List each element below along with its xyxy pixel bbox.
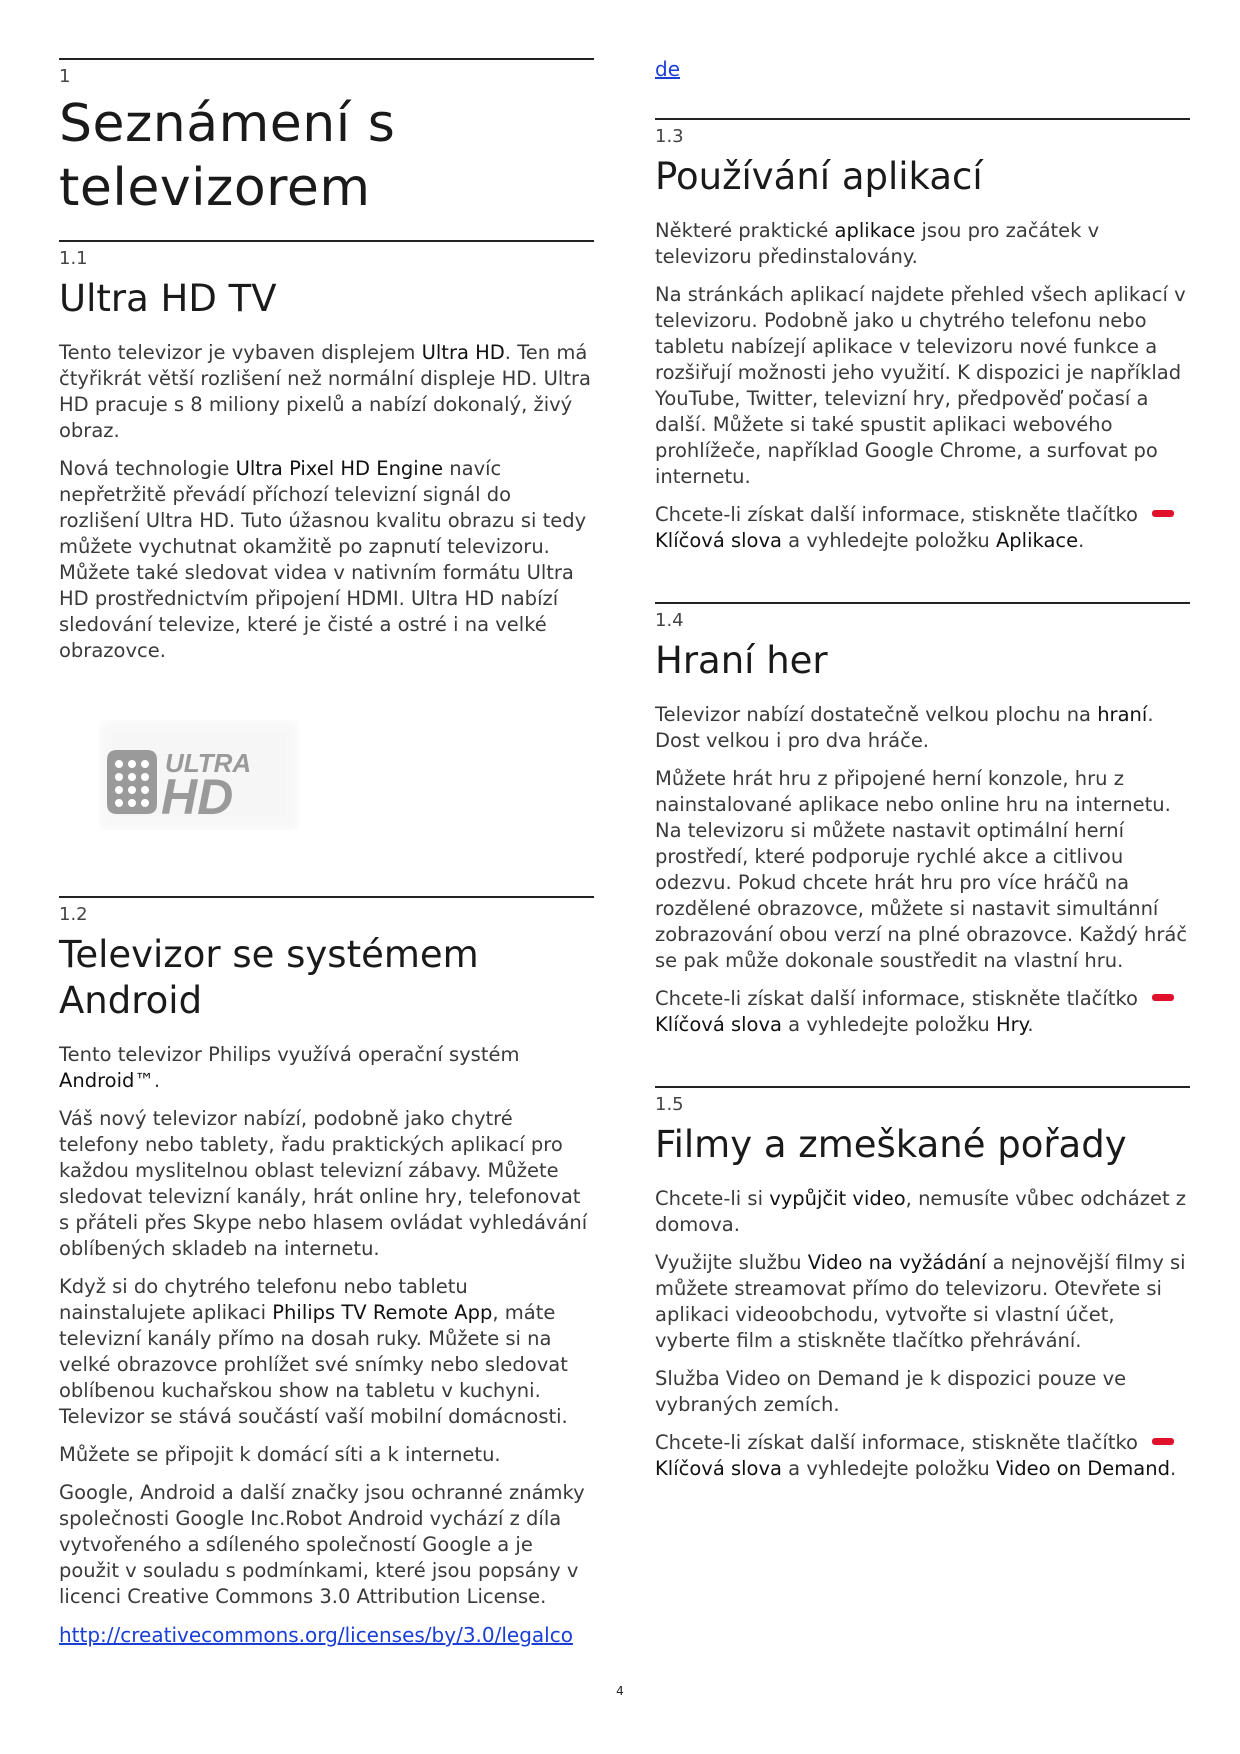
section-number: 1.5 <box>655 1094 684 1115</box>
emphasis: Video na vyžádání <box>807 1251 987 1274</box>
section-divider <box>655 1086 1190 1088</box>
section-number: 1.4 <box>655 610 684 631</box>
text: , nemusíte vůbec odcházet z domova. <box>655 1187 1187 1236</box>
text: . <box>153 1069 161 1092</box>
emphasis: aplikace <box>834 219 916 242</box>
emphasis: Android™ <box>59 1069 154 1092</box>
chapter-title-line-2: televizorem <box>59 158 371 218</box>
logo-text-top: ULTRA <box>165 748 252 778</box>
text: jsou pro začátek v televizoru předinstalovány. <box>655 219 1100 268</box>
license-link-continued[interactable]: de <box>655 57 680 81</box>
text: . <box>1078 529 1085 552</box>
key-label: Klíčová slova <box>655 1457 782 1480</box>
paragraph: Na stránkách aplikací najdete přehled všech aplikací v televizoru. Podobně jako u chytrého telefonu nebo tabletu nabízejí aplikace v televizoru nové funkce a rozšiřují možnosti jeho využití. K dispozici je například YouTube, Twitter, televizní hry, předpověď počasí a další. Můžete si také spustit aplikaci webového prohlížeče, například Google Chrome, a surfovat po internetu. <box>655 283 1186 488</box>
text: Nová technologie <box>59 457 236 480</box>
emphasis: hraní <box>1097 703 1148 726</box>
paragraph: Váš nový televizor nabízí, podobně jako chytré telefony nebo tablety, řadu praktických aplikací pro každou myslitelnou oblast televizní zábavy. Můžete sledovat televizní kanály, hrát online hry, telefonovat s přáteli přes Skype nebo hlasem ovládat vyhledávání oblíbených skladeb na internetu. <box>59 1107 588 1260</box>
text: Chcete-li získat další informace, stiskněte tlačítko <box>655 503 1138 526</box>
key-label: Klíčová slova <box>655 529 782 552</box>
text: Chcete-li získat další informace, stiskněte tlačítko <box>655 1431 1138 1454</box>
section-title: Filmy a zmeškané pořady <box>655 1123 1127 1166</box>
text: . <box>1169 1457 1177 1480</box>
section-number: 1.1 <box>59 248 88 269</box>
text: Chcete-li získat další informace, stiskněte tlačítko <box>655 987 1138 1010</box>
section-divider <box>59 240 594 242</box>
text: Tento televizor je vybaven displejem <box>59 341 422 364</box>
text: . Ten má čtyřikrát větší rozlišení než normální displeje HD. Ultra HD pracuje s 8 miliony pixelů a nabízí dokonalý, živý obraz. <box>59 341 591 442</box>
text: Využijte službu <box>655 1251 808 1274</box>
logo-text-bottom: HD <box>161 769 234 825</box>
text: Některé praktické <box>655 219 835 242</box>
section-title: Ultra HD TV <box>59 277 277 320</box>
red-key-icon <box>1152 1438 1174 1445</box>
paragraph <box>59 1274 594 1430</box>
license-link[interactable]: http://creativecommons.org/licenses/by/3.0/legalco <box>59 1623 573 1647</box>
paragraph <box>59 340 594 444</box>
paragraph <box>655 1430 1190 1482</box>
paragraph: Služba Video on Demand je k dispozici pouze ve vybraných zemích. <box>655 1367 1127 1416</box>
text: a vyhledejte položku <box>781 529 996 552</box>
text: Televizor nabízí dostatečně velkou plochu na <box>655 703 1098 726</box>
paragraph: Google, Android a další značky jsou ochranné známky společnosti Google Inc.Robot Android vychází z díla vytvořeného a sdíleného společností Google a je použit v souladu s podmínkami, které jsou popsány v licenci Creative Commons 3.0 Attribution License. <box>59 1481 585 1608</box>
emphasis: Philips TV Remote App <box>272 1301 493 1324</box>
text: a nejnovější filmy si můžete streamovat přímo do televizoru. Otevřete si aplikaci videoobchodu, vytvořte si vlastní účet, vyberte film a stiskněte tlačítko přehrávání. <box>655 1251 1186 1352</box>
emphasis: Ultra Pixel HD Engine <box>235 457 444 480</box>
section-divider <box>655 602 1190 604</box>
paragraph: Můžete se připojit k domácí síti a k internetu. <box>59 1443 501 1466</box>
section-title: Používání aplikací <box>655 155 983 198</box>
emphasis: vypůjčit video <box>769 1187 906 1210</box>
chapter-number: 1 <box>59 66 71 87</box>
text: Když si do chytrého telefonu nebo tabletu nainstalujete aplikaci <box>59 1275 468 1324</box>
paragraph <box>655 986 1190 1038</box>
paragraph <box>655 1250 1190 1354</box>
chapter-title <box>59 92 594 220</box>
paragraph <box>655 502 1190 554</box>
section-number: 1.2 <box>59 904 88 925</box>
section-title-line-2: Android <box>59 979 203 1022</box>
emphasis: Ultra HD <box>421 341 505 364</box>
section-title <box>59 932 594 1024</box>
text: Chcete-li si <box>655 1187 770 1210</box>
ultra-hd-logo <box>99 720 299 830</box>
paragraph: Můžete hrát hru z připojené herní konzole, hru z nainstalované aplikace nebo online hru na internetu. Na televizoru si můžete nastavit optimální herní prostředí, které podporuje rychlé akce a citlivou odezvu. Pokud chcete hrát hru pro více hráčů na rozdělené obrazovce, můžete si nastavit simultánní zobrazování obou verzí na plné obrazovce. Každý hráč se pak může dokonale soustředit na vlastní hru. <box>655 767 1188 972</box>
text: a vyhledejte položku <box>781 1013 996 1036</box>
red-key-icon <box>1152 510 1174 517</box>
red-key-icon <box>1152 994 1174 1001</box>
section-divider <box>59 58 594 60</box>
left-column <box>59 0 594 1648</box>
text: . Dost velkou i pro dva hráče. <box>655 703 1154 752</box>
text: navíc nepřetržitě převádí příchozí televizní signál do rozlišení Ultra HD. Tuto úžasnou kvalitu obrazu si tedy můžete vychutnat okamžitě po zapnutí televizoru. Můžete také sledovat videa v nativním formátu Ultra HD prostřednictvím připojení HDMI. Ultra HD nabízí sledování televize, které je čisté a ostré i na velké obrazovce. <box>59 457 587 662</box>
section-divider <box>59 896 594 898</box>
paragraph <box>59 456 594 664</box>
emphasis: Hry <box>995 1013 1028 1036</box>
text: , máte televizní kanály přímo na dosah ruky. Můžete si na velké obrazovce prohlížet své snímky nebo sledovat oblíbenou kuchařskou show na tabletu v kuchyni. Televizor se stává součástí vaší mobilní domácnosti. <box>59 1301 568 1428</box>
chapter-title-line-1: Seznámení s <box>59 94 396 154</box>
paragraph <box>655 218 1190 270</box>
paragraph <box>655 702 1190 754</box>
text: . <box>1027 1013 1034 1036</box>
text: Tento televizor Philips využívá operační systém <box>59 1043 520 1066</box>
page-number: 4 <box>616 1684 624 1698</box>
key-label: Klíčová slova <box>655 1013 782 1036</box>
section-title-line-1: Televizor se systémem <box>59 933 479 976</box>
section-title: Hraní her <box>655 639 828 682</box>
emphasis: Aplikace <box>995 529 1079 552</box>
section-divider <box>655 118 1190 120</box>
section-number: 1.3 <box>655 126 684 147</box>
paragraph <box>59 1042 594 1094</box>
right-column <box>655 0 1190 1494</box>
emphasis: Video on Demand <box>995 1457 1170 1480</box>
text: a vyhledejte položku <box>781 1457 996 1480</box>
paragraph <box>655 1186 1190 1238</box>
